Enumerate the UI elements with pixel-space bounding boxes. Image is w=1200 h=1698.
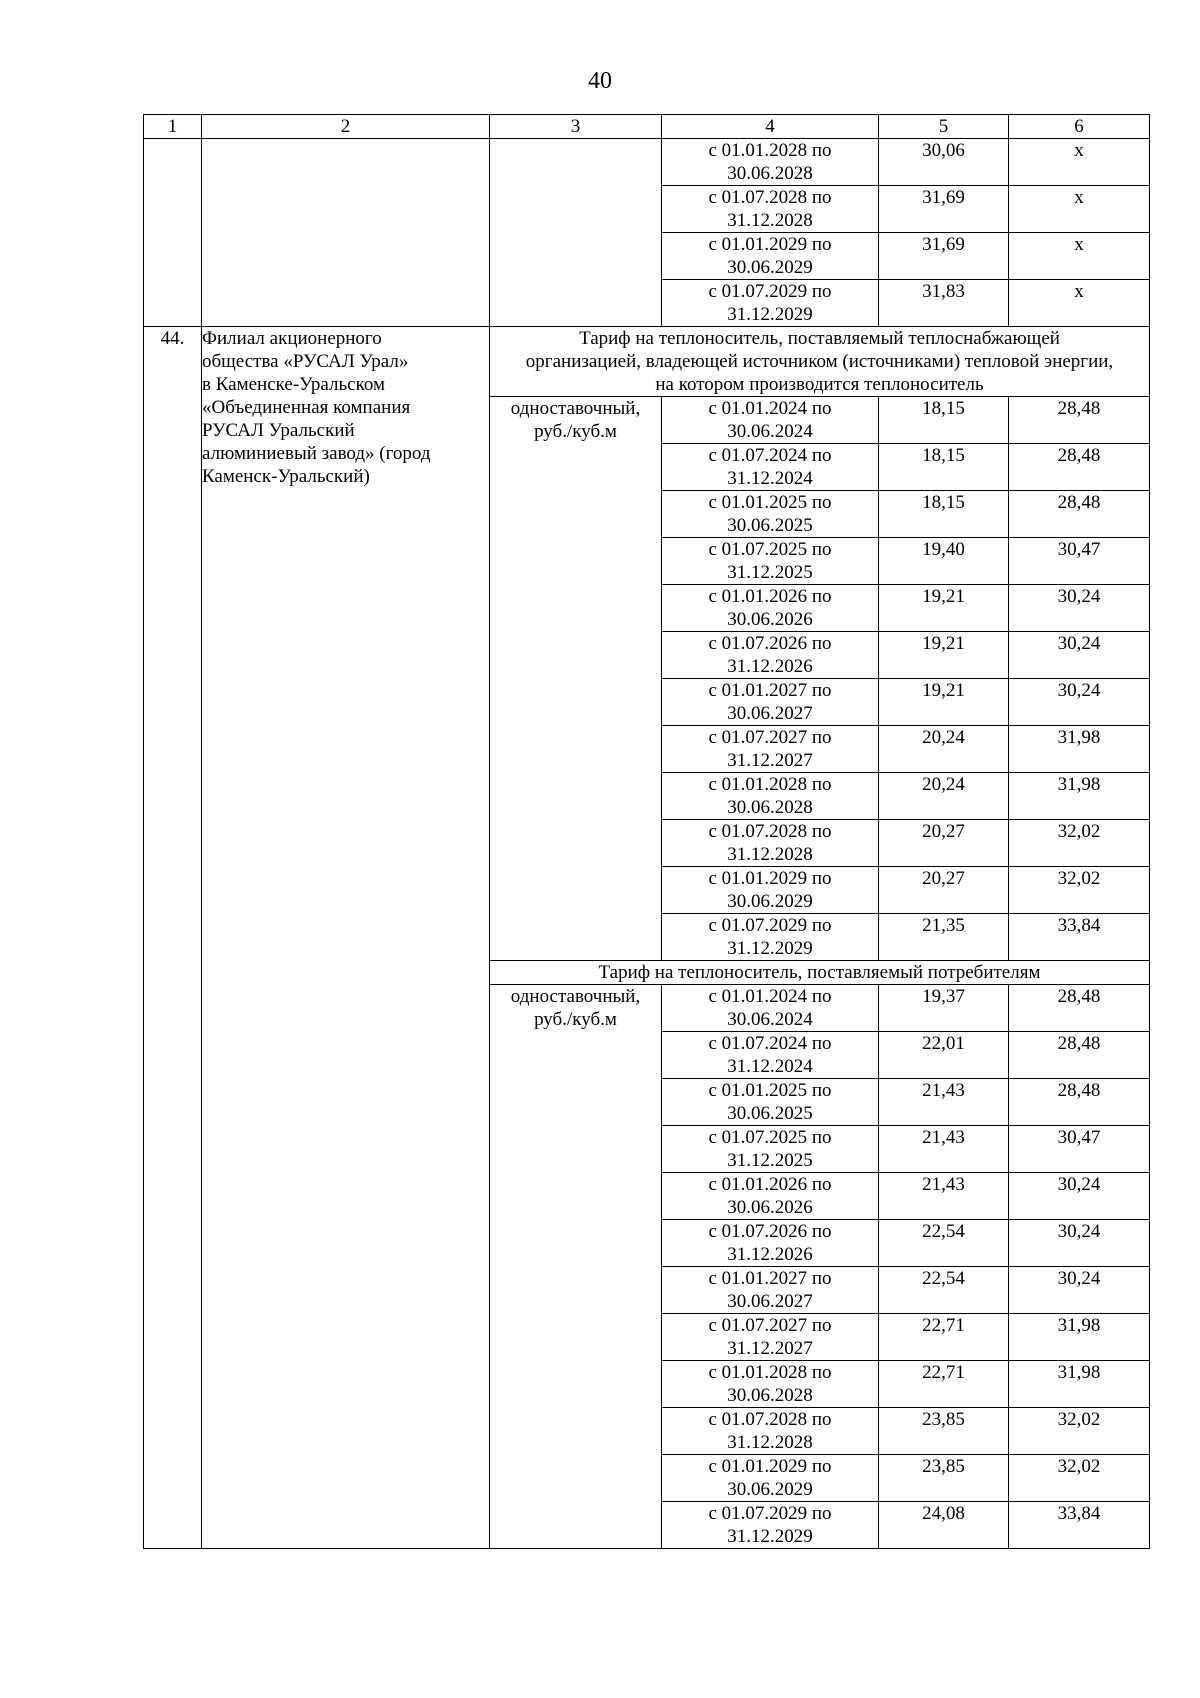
period-line: с 01.07.2029 по: [708, 1503, 832, 1524]
value-col5: 23,85: [879, 1455, 1009, 1502]
value-col5: 21,43: [879, 1079, 1009, 1126]
value-col6: 33,84: [1009, 1502, 1150, 1549]
organization-name: [202, 327, 490, 1549]
organization-line: в Каменске-Уральском: [202, 374, 386, 395]
rate-type-cell-empty: [490, 139, 662, 327]
period-line: с 01.01.2026 по: [708, 1174, 832, 1195]
period-line: с 01.01.2025 по: [708, 1080, 832, 1101]
period-line: 31.12.2027: [727, 1338, 813, 1359]
header-cell-1: 1: [144, 115, 202, 139]
period-line: 31.12.2026: [727, 656, 813, 677]
value-col6: 28,48: [1009, 491, 1150, 538]
value-col5: 20,24: [879, 726, 1009, 773]
period-cell: [662, 1455, 879, 1502]
period-cell: [662, 233, 879, 280]
page-number: 40: [588, 68, 612, 94]
period-line: с 01.07.2029 по: [708, 915, 832, 936]
value-col6: 32,02: [1009, 820, 1150, 867]
rate-type-line: одноставочный,: [510, 398, 641, 419]
period-cell: [662, 1361, 879, 1408]
period-line: с 01.07.2028 по: [708, 1409, 832, 1430]
period-line: 31.12.2028: [727, 210, 813, 231]
value-col6: 31,98: [1009, 726, 1150, 773]
rate-type-cell: [490, 985, 662, 1549]
value-col5: 22,54: [879, 1267, 1009, 1314]
period-cell: [662, 820, 879, 867]
number-cell-empty: [144, 139, 202, 327]
period-line: 30.06.2028: [727, 797, 813, 818]
tariff-table-body: [144, 115, 1150, 1549]
value-col5: 31,69: [879, 186, 1009, 233]
period-line: с 01.07.2028 по: [708, 821, 832, 842]
rate-type-line: руб./куб.м: [534, 1009, 617, 1030]
rate-type-line: одноставочный,: [510, 986, 641, 1007]
period-cell: [662, 1267, 879, 1314]
org-cell-empty: [202, 139, 490, 327]
period-cell: [662, 1408, 879, 1455]
period-cell: [662, 1126, 879, 1173]
period-line: 30.06.2029: [727, 891, 813, 912]
period-line: 30.06.2027: [727, 1291, 813, 1312]
section-title-line: Тариф на теплоноситель, поставляемый потребителям: [598, 962, 1041, 983]
value-col6: 30,47: [1009, 538, 1150, 585]
header-cell-5: 5: [879, 115, 1009, 139]
value-col5: 20,27: [879, 820, 1009, 867]
period-line: 30.06.2029: [727, 1479, 813, 1500]
value-col6: 28,48: [1009, 444, 1150, 491]
rate-type-cell: [490, 397, 662, 961]
header-cell-6: 6: [1009, 115, 1150, 139]
header-row: [144, 115, 1150, 139]
period-line: 30.06.2024: [727, 1009, 813, 1030]
section-title-line: на котором производится теплоноситель: [655, 374, 984, 395]
section-title-line: организацией, владеющей источником (источниками) тепловой энергии,: [525, 351, 1114, 372]
value-col6: 32,02: [1009, 1455, 1150, 1502]
value-col5: 30,06: [879, 139, 1009, 186]
value-col5: 20,27: [879, 867, 1009, 914]
period-line: 30.06.2028: [727, 163, 813, 184]
period-line: с 01.07.2029 по: [708, 281, 832, 302]
value-col5: 22,71: [879, 1361, 1009, 1408]
organization-line: общества «РУСАЛ Урал»: [202, 351, 409, 372]
period-line: 30.06.2026: [727, 1197, 813, 1218]
period-line: с 01.01.2027 по: [708, 680, 832, 701]
value-col5: 31,69: [879, 233, 1009, 280]
period-line: с 01.01.2024 по: [708, 986, 832, 1007]
period-line: с 01.07.2025 по: [708, 1127, 832, 1148]
period-line: 30.06.2025: [727, 515, 813, 536]
organization-line: Каменск-Уральский): [202, 466, 370, 487]
period-cell: [662, 585, 879, 632]
period-line: 31.12.2025: [727, 1150, 813, 1171]
value-col6: х: [1009, 233, 1150, 280]
period-cell: [662, 397, 879, 444]
value-col6: 32,02: [1009, 1408, 1150, 1455]
value-col6: 30,24: [1009, 1173, 1150, 1220]
value-col6: 30,24: [1009, 1267, 1150, 1314]
value-col5: 24,08: [879, 1502, 1009, 1549]
value-col6: 30,24: [1009, 585, 1150, 632]
period-cell: [662, 139, 879, 186]
period-line: с 01.01.2029 по: [708, 1456, 832, 1477]
period-line: с 01.07.2028 по: [708, 187, 832, 208]
period-cell: [662, 679, 879, 726]
value-col5: 19,21: [879, 632, 1009, 679]
period-line: с 01.07.2025 по: [708, 539, 832, 560]
value-col6: х: [1009, 280, 1150, 327]
value-col5: 18,15: [879, 444, 1009, 491]
value-col6: 28,48: [1009, 397, 1150, 444]
value-col5: 23,85: [879, 1408, 1009, 1455]
period-cell: [662, 632, 879, 679]
period-line: 31.12.2024: [727, 468, 813, 489]
value-col6: 28,48: [1009, 985, 1150, 1032]
period-cell: [662, 726, 879, 773]
header-cell-3: 3: [490, 115, 662, 139]
period-line: 31.12.2026: [727, 1244, 813, 1265]
period-line: с 01.01.2024 по: [708, 398, 832, 419]
period-line: с 01.01.2028 по: [708, 140, 832, 161]
period-cell: [662, 985, 879, 1032]
period-line: 31.12.2029: [727, 1526, 813, 1547]
period-cell: [662, 773, 879, 820]
period-line: с 01.07.2027 по: [708, 727, 832, 748]
period-line: 30.06.2027: [727, 703, 813, 724]
value-col5: 21,43: [879, 1126, 1009, 1173]
period-line: 31.12.2029: [727, 304, 813, 325]
value-col6: 28,48: [1009, 1079, 1150, 1126]
period-line: 30.06.2028: [727, 1385, 813, 1406]
period-line: с 01.07.2026 по: [708, 633, 832, 654]
period-cell: [662, 538, 879, 585]
period-line: 30.06.2029: [727, 257, 813, 278]
period-cell: [662, 186, 879, 233]
value-col5: 20,24: [879, 773, 1009, 820]
period-line: с 01.07.2026 по: [708, 1221, 832, 1242]
period-line: 31.12.2028: [727, 1432, 813, 1453]
period-line: с 01.07.2024 по: [708, 445, 832, 466]
value-col6: 30,47: [1009, 1126, 1150, 1173]
value-col6: 28,48: [1009, 1032, 1150, 1079]
value-col5: 21,35: [879, 914, 1009, 961]
period-line: 31.12.2028: [727, 844, 813, 865]
period-line: 31.12.2029: [727, 938, 813, 959]
period-cell: [662, 914, 879, 961]
period-line: 30.06.2024: [727, 421, 813, 442]
value-col5: 22,54: [879, 1220, 1009, 1267]
value-col5: 19,21: [879, 585, 1009, 632]
organization-line: Филиал акционерного: [202, 328, 382, 349]
period-cell: [662, 491, 879, 538]
value-col5: 22,71: [879, 1314, 1009, 1361]
period-line: с 01.01.2028 по: [708, 1362, 832, 1383]
period-cell: [662, 1032, 879, 1079]
value-col6: х: [1009, 139, 1150, 186]
period-line: с 01.01.2029 по: [708, 868, 832, 889]
period-line: 31.12.2024: [727, 1056, 813, 1077]
period-line: 31.12.2027: [727, 750, 813, 771]
period-line: с 01.01.2028 по: [708, 774, 832, 795]
value-col6: 30,24: [1009, 632, 1150, 679]
value-col5: 18,15: [879, 491, 1009, 538]
period-line: с 01.01.2025 по: [708, 492, 832, 513]
period-line: 30.06.2026: [727, 609, 813, 630]
value-col5: 21,43: [879, 1173, 1009, 1220]
period-line: 31.12.2025: [727, 562, 813, 583]
value-col6: 31,98: [1009, 773, 1150, 820]
period-cell: [662, 1220, 879, 1267]
period-cell: [662, 867, 879, 914]
value-col5: 19,37: [879, 985, 1009, 1032]
period-cell: [662, 1079, 879, 1126]
period-cell: [662, 1314, 879, 1361]
value-col5: 18,15: [879, 397, 1009, 444]
value-col6: 31,98: [1009, 1361, 1150, 1408]
organization-line: алюминиевый завод» (город: [202, 443, 431, 464]
period-line: с 01.01.2026 по: [708, 586, 832, 607]
section-title: [490, 327, 1150, 397]
entry-number: 44.: [144, 327, 202, 1549]
section-title: [490, 961, 1150, 985]
tariff-table: [143, 114, 1150, 1549]
value-col5: 22,01: [879, 1032, 1009, 1079]
period-line: 30.06.2025: [727, 1103, 813, 1124]
value-col6: х: [1009, 186, 1150, 233]
period-cell: [662, 1173, 879, 1220]
value-col5: 31,83: [879, 280, 1009, 327]
period-line: с 01.07.2024 по: [708, 1033, 832, 1054]
period-line: с 01.07.2027 по: [708, 1315, 832, 1336]
value-col5: 19,40: [879, 538, 1009, 585]
period-line: с 01.01.2027 по: [708, 1268, 832, 1289]
period-line: с 01.01.2029 по: [708, 234, 832, 255]
value-col6: 30,24: [1009, 1220, 1150, 1267]
value-col6: 30,24: [1009, 679, 1150, 726]
section-title-row: [144, 327, 1150, 397]
value-col5: 19,21: [879, 679, 1009, 726]
header-cell-2: 2: [202, 115, 490, 139]
table-row: [144, 139, 1150, 186]
rate-type-line: руб./куб.м: [534, 421, 617, 442]
section-title-line: Тариф на теплоноситель, поставляемый теплоснабжающей: [579, 328, 1060, 349]
header-cell-4: 4: [662, 115, 879, 139]
organization-line: «Объединенная компания: [202, 397, 411, 418]
value-col6: 31,98: [1009, 1314, 1150, 1361]
period-cell: [662, 280, 879, 327]
period-cell: [662, 444, 879, 491]
value-col6: 33,84: [1009, 914, 1150, 961]
organization-line: РУСАЛ Уральский: [202, 420, 355, 441]
value-col6: 32,02: [1009, 867, 1150, 914]
period-cell: [662, 1502, 879, 1549]
